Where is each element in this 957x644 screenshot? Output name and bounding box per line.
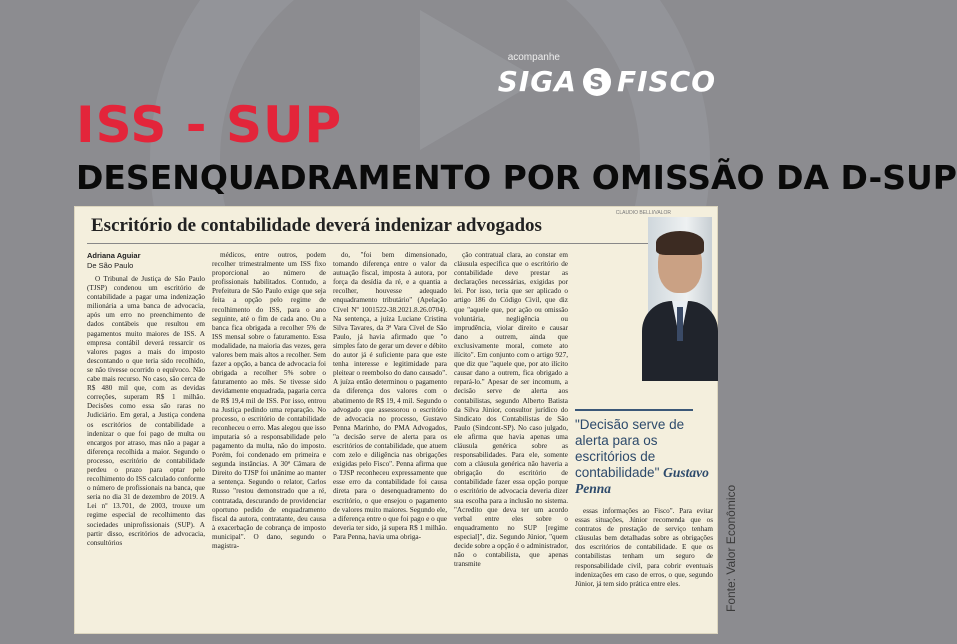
source-caption: Fonte: Valor Econômico [724,484,738,612]
headline-red: ISS - SUP [76,96,343,154]
newspaper-clipping [74,206,718,634]
article-column-5: essas informações ao Fisco". Para evitar essas situações, Júnior recomenda que os contratos de prestação de serviço tenham cláusulas bem detalhadas sobre as obrigações dos escritórios de contabilidade. E que os contabilistas tenham um seguro de responsabilidade civil, para cobrir eventuais indenizações em caso de erros, o que, segundo Júnior, já tem sido prática entre eles. [575,507,713,588]
portrait-photo [648,217,712,375]
article-column-2: médicos, entre outros, podem recolher trimestralmente um ISS fixo proporcional ao número de profissionais habilitados. Contudo, a Prefeitura de São Paulo exige que seja feita a opção pelo regime de recolhimento do ISS, para o ano seguinte, até o fim de cada ano. Ou a banca fica obrigada a recolher 5% de ISS mensal sobre o faturamento. Essa modalidade, na maioria das vezes, gera valores bem mais altos a recolher. Sem fazer a opção, a banca de advocacia foi obrigada a recolher 5% sobre o faturamento ao mês. Se tivesse sido devidamente enquadrada, pagaria cerca de R$ 19,4 mil de ISS. Por isso, entrou na Justiça pedindo uma reparação. No processo, o escritório de contabilidade reconheceu o erro. Mas alegou que isso imputaria só a responsabilidade pelo pagamento da multa, não do imposto. Porém, foi condenado em primeira e segunda instâncias. A 30ª Câmara de Direito do TJSP foi unânime ao manter a sentença. Segundo o relator, Carlos Russo "restou demonstrado que a ré, contratada, descurando de providenciar oportuno pedido de enquadramento fiscal da autora, contratante, deu causa à exacerbação de cobrança de imposto municipal". O dano, segundo o magistra- [212,251,326,550]
logo-text-right: FISCO [616,65,716,98]
pull-quote [575,417,715,497]
article-title: Escritório de contabilidade deverá indenizar advogados [91,215,542,236]
author-location: De São Paulo [87,261,134,270]
brand-block [498,52,716,98]
pull-quote-text: "Decisão serve de alerta para os escritórios de contabilidade" [575,417,685,480]
article-column-1: O Tribunal de Justiça de São Paulo (TJSP) condenou um escritório de contabilidade a pagar uma indenização milionária a uma banca de advocacia, após um erro no preenchimento de dados contábeis que resultou em pagamentos muito maiores de ISS. A empresa contábil deverá ressarcir os valores pagos a mais do imposto descontando o que teria sido recolhido, se não tivesse ocorrido o equívoco. Não cabe mais recurso. No caso, são cerca de R$ 480 mil que, com as devidas correções, superam R$ 1 milhão. Decisões como essa são raras no Judiciário. Em geral, a Justiça condena os escritórios de contabilidade a indenizar o que foi pago de multa ou encargos por atraso, mas não a pagar a diferença recolhida a maior. Segundo o processo, escritório de contabilidade perdeu o prazo para optar pelo recolhimento do ISS calculado conforme o número de profissionais na banca, que seria no dia 31 de dezembro de 2019. A Lei nº 13.701, de 2003, trouxe um regime especial de recolhimento das sociedades uniprofissionais (SUP). A partir disso, escritórios de advocacia, consultórios [87,275,205,547]
quote-divider [575,409,693,411]
article-column-4: ção contratual clara, ao constar em cláusula específica que o escritório de contabilidade deve prestar as declarações necessárias, exigidas por lei. Por isso, teria que ser aplicado o artigo 186 do Código Civil, que diz que "aquele que, por ação ou omissão voluntária, negligência ou imprudência, violar direito e causar dano a outrem, ainda que exclusivamente moral, comete ato ilícito". Em conjunto com o artigo 927, que diz que "aquele que, por ato ilícito causar dano a outrem, fica obrigado a repará-lo." Apesar de ser incomum, a decisão serve de alerta aos contabilistas, segundo Alberto Batista da Silva Júnior, consultor jurídico do Sindicato dos Contabilistas de São Paulo (Sindcont-SP). No caso julgado, ele afirma que havia apenas uma cláusula genérica sobre as responsabilidades. Para ele, somente com a cláusula genérica não haveria a obrigação do escritório de contabilidade fazer essa opção porque o escritório de advocacia deveria dizer sua escolha para a inclusão no sistema. "Acredito que deva ter um acordo verbal entre eles sobre o enquadramento no SUP [regime especial]", diz. Segundo Júnior, "quem decide sobre a opção é o administrador, não o contabilista, que apenas transmite [454,251,568,569]
dollar-coin-icon: S [583,68,611,96]
byline [87,251,140,271]
article-column-3: do, "foi bem dimensionado, tomando diferença entre o valor da autuação fiscal, imposta à autora, por força da desídia da ré, e a quantia a recolher, houvesse adequado enquadramento tributário" (Apelação Cível Nº 1001522-38.2021.8.26.0704). Na sentença, a juíza Luciane Cristina Silva Tavares, da 3ª Vara Cível de São Paulo, já havia afirmado que "o simples fato de gerar um dever e débito do autor já é suficiente para que este tenha interesse e legitimidade para pleitear o reembolso do dano causado". A juíza então determinou o pagamento da diferença dos valores com o abatimento de R$ 19, 4 mil. Segundo o advogado que assessorou o escritório de advocacia no processo, Gustavo Penna Marinho, do PMA Advogados, "a decisão serve de alerta para os escritórios de contabilidade, que atuem com zelo e diligência nas obrigações exigidas pelo Fisco". Penna afirma que o TJSP reconheceu expressamente que esse erro da contabilidade foi causa direta para o desenquadramento do escritório, o que ensejou o pagamento de valores muito maiores. Segundo ele, a diferença entre o que foi pago e o que deveria ter sido, já supera R$ 1 milhão. Para Penna, havia uma obriga- [333,251,447,541]
sigafisco-logo[interactable] [498,65,716,98]
author-name: Adriana Aguiar [87,251,141,260]
pull-quote-author: Gustavo Penna [575,465,709,496]
title-divider [87,243,711,244]
photo-credit: CLAUDIO BELLI/VALOR [615,210,671,216]
accompany-label: acompanhe [507,52,560,63]
headline-black: DESENQUADRAMENTO POR OMISSÃO DA D-SUP [76,158,957,197]
logo-text-left: SIGA [497,65,577,98]
